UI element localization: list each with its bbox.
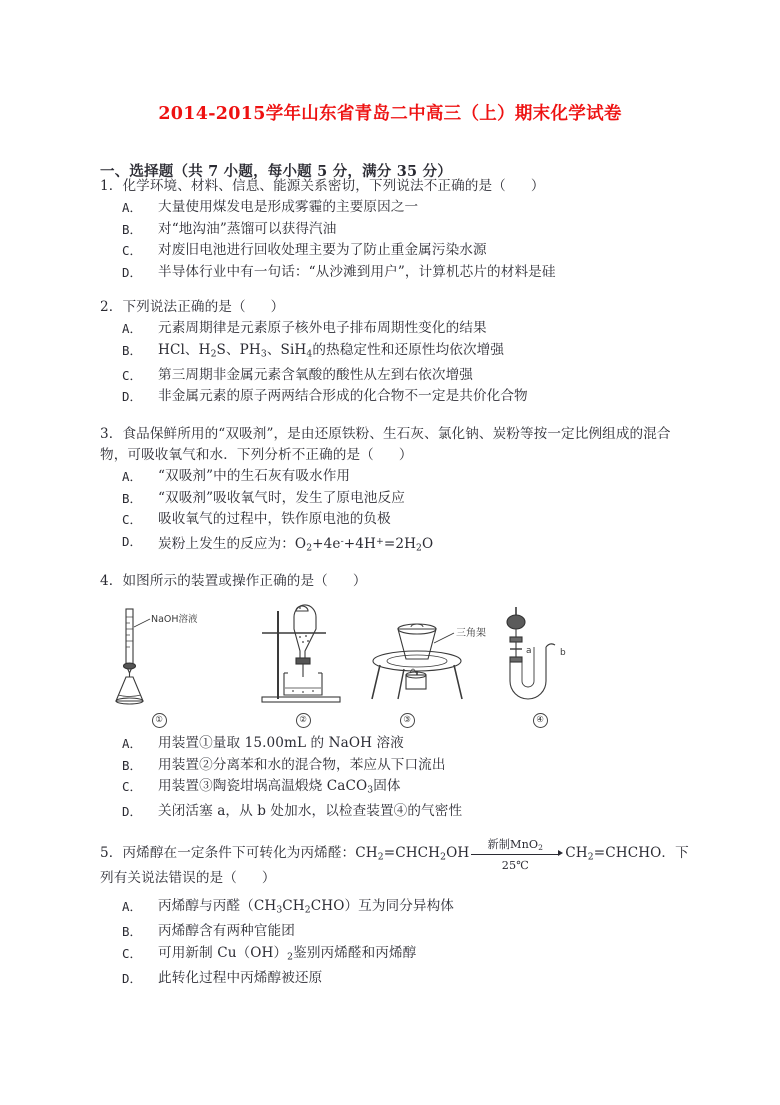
figure-1-burette-flask xyxy=(104,603,214,728)
question-5-option-c[interactable] xyxy=(100,943,690,968)
question-1-stem-tail: ） xyxy=(530,178,545,194)
option-label: A． xyxy=(122,899,143,914)
page-title: 2014-2015学年山东省青岛二中高三（上）期末化学试卷 xyxy=(158,104,622,124)
question-4-option-b[interactable] xyxy=(100,755,690,777)
question-4-stem-text: 如图所示的装置或操作正确的是（ xyxy=(122,573,328,589)
question-5-stem xyxy=(100,837,690,889)
question-3-option-d[interactable] xyxy=(100,531,690,559)
option-label: A． xyxy=(122,321,143,336)
option-text: “双吸剂”中的生石灰有吸水作用 xyxy=(158,468,351,484)
question-2-option-c[interactable] xyxy=(100,365,690,387)
question-4-options xyxy=(100,733,690,823)
option-label: A． xyxy=(122,736,143,751)
question-4-stem-tail: ） xyxy=(352,573,367,589)
question-4-figure-strip xyxy=(100,600,690,728)
question-5-number: 5． xyxy=(100,845,123,861)
question-1 xyxy=(100,176,690,283)
option-text: 可用新制 $Cu(OH)_2$鉴别丙烯醛和丙烯醇 xyxy=(158,944,417,963)
section-heading: 一、选择题（共 7 小题，每小题 5 分，满分 35 分） xyxy=(100,163,452,180)
question-5-reactant: $CH_2=CHCH_2OH$ xyxy=(355,845,470,863)
question-4-number: 4． xyxy=(100,573,123,589)
option-label: D． xyxy=(122,533,143,549)
question-5-stem-post: ．下列有关说法错误的是（ xyxy=(100,845,689,886)
question-3-stem xyxy=(100,424,690,466)
question-2-option-a[interactable] xyxy=(100,318,690,340)
option-text: 用装置①量取 15.00mL 的 NaOH 溶液 xyxy=(158,735,404,751)
question-4-option-c[interactable] xyxy=(100,776,690,801)
question-2-stem-tail: ） xyxy=(270,299,285,315)
option-text: 半导体行业中有一句话：“从沙滩到用户”，计算机芯片的材料是硅 xyxy=(158,263,556,280)
question-5-options xyxy=(100,896,690,989)
u-tube-with-stopcocks-icon xyxy=(480,603,600,711)
option-label: B． xyxy=(122,490,143,506)
figure-3-crucible-tripod xyxy=(358,603,498,728)
option-text: 用装置③陶瓷坩埚高温煅烧 CaCO$_3$固体 xyxy=(158,778,401,796)
option-label: C． xyxy=(122,367,143,383)
option-text: 丙烯醇与丙醛$(CH_3CH_2CHO)$互为同分异构体 xyxy=(158,898,454,916)
question-1-option-b[interactable] xyxy=(100,219,690,241)
figure-2-separating-funnel xyxy=(248,603,358,728)
question-3-option-b[interactable] xyxy=(100,488,690,510)
question-5-product: $CH_2=CHCHO$ xyxy=(565,845,662,863)
figure-4-number: ④ xyxy=(480,712,600,728)
option-text: 炭粉上发生的反应为：$O_2+4e^-+4H^+=2H_2O$ xyxy=(158,535,434,554)
option-label: B． xyxy=(122,924,143,940)
question-5-option-d[interactable] xyxy=(100,968,690,990)
option-label: A． xyxy=(122,469,143,484)
question-3-number: 3． xyxy=(100,426,123,442)
question-2-option-b[interactable] xyxy=(100,340,690,365)
question-2-stem xyxy=(100,297,690,318)
figure-4-u-tube xyxy=(480,603,600,728)
question-5-option-b[interactable] xyxy=(100,921,690,943)
question-3-stem-tail: ） xyxy=(398,447,413,463)
question-1-option-a[interactable] xyxy=(100,197,690,219)
question-4-stem xyxy=(100,571,690,592)
option-text: 对“地沟油”蒸馏可以获得汽油 xyxy=(158,220,337,237)
option-label: D． xyxy=(122,264,143,280)
option-label: A． xyxy=(122,200,143,215)
question-2-option-d[interactable] xyxy=(100,386,690,408)
question-5-stem-tail: ） xyxy=(261,869,276,886)
burette-over-conical-flask-icon xyxy=(104,603,214,711)
option-label: B． xyxy=(122,342,143,358)
question-5 xyxy=(100,837,690,889)
option-text: 第三周期非金属元素含氧酸的酸性从左到右依次增强 xyxy=(158,366,473,383)
question-1-option-c[interactable] xyxy=(100,240,690,262)
question-1-number: 1． xyxy=(100,178,123,194)
option-label: D． xyxy=(122,970,143,986)
question-1-stem-text: 化学环境、材料、信息、能源关系密切，下列说法不正确的是（ xyxy=(122,178,506,194)
question-2-number: 2． xyxy=(100,299,123,315)
question-4-option-a[interactable] xyxy=(100,733,690,755)
option-label: B． xyxy=(122,757,143,773)
tripod-label: 三角架 xyxy=(456,628,486,639)
option-text: 对废旧电池进行回收处理主要为了防止重金属污染水源 xyxy=(158,242,487,258)
option-text: 用装置②分离苯和水的混合物，苯应从下口流出 xyxy=(158,756,446,773)
option-label: C． xyxy=(122,243,143,258)
question-1-stem xyxy=(100,176,690,197)
option-label: B． xyxy=(122,221,143,237)
option-label: D． xyxy=(122,804,143,820)
option-text: 元素周期律是元素原子核外电子排布周期性变化的结果 xyxy=(158,320,487,336)
reaction-arrow xyxy=(471,837,563,872)
question-1-option-d[interactable] xyxy=(100,262,690,284)
question-5-stem-pre: 丙烯醇在一定条件下可转化为丙烯醛： xyxy=(122,845,356,861)
option-label: D． xyxy=(122,389,143,405)
option-text: “双吸剂”吸收氧气时，发生了原电池反应 xyxy=(158,489,405,506)
naoh-solution-label: NaOH溶液 xyxy=(151,614,198,625)
option-text: 吸收氧气的过程中，铁作原电池的负极 xyxy=(158,511,391,527)
question-3-option-a[interactable] xyxy=(100,466,690,488)
option-text: 此转化过程中丙烯醇被还原 xyxy=(158,969,323,986)
question-3-stem-text: 食品保鲜所用的“双吸剂”，是由还原铁粉、生石灰、氯化钠、炭粉等按一定比例组成的混合物，可吸收氧气和水．下列分析不正确的是（ xyxy=(100,426,671,463)
separating-funnel-on-stand-icon xyxy=(248,603,358,711)
option-label: C． xyxy=(122,512,143,527)
option-text: 非金属元素的原子两两结合形成的化合物不一定是共价化合物 xyxy=(158,388,528,405)
option-text: 关闭活塞 a，从 b 处加水，以检查装置④的气密性 xyxy=(158,803,463,820)
figure-1-number: ① xyxy=(104,712,214,728)
question-4-option-d[interactable] xyxy=(100,801,690,823)
question-3 xyxy=(100,424,690,559)
reaction-condition-above: 新制MnO$_2$ xyxy=(487,837,544,852)
question-2-stem-text: 下列说法正确的是（ xyxy=(122,299,246,315)
reaction-condition-below: 25℃ xyxy=(501,858,529,872)
option-label: C． xyxy=(122,779,143,794)
option-text: 丙烯醇含有两种官能团 xyxy=(158,923,295,940)
question-5-option-a[interactable] xyxy=(100,896,690,921)
option-text: HCl、$H_2S$、$PH_3$、SiH$_4$的热稳定性和还原性均依次增强 xyxy=(158,341,505,360)
stopcock-a-label: a xyxy=(526,646,532,656)
question-4 xyxy=(100,571,690,592)
crucible-on-tripod-with-burner-icon xyxy=(358,603,498,711)
stopcock-b-label: b xyxy=(560,648,566,658)
option-text: 大量使用煤发电是形成雾霾的主要原因之一 xyxy=(158,199,419,215)
question-2 xyxy=(100,297,690,408)
figure-2-number: ② xyxy=(248,712,358,728)
question-3-option-c[interactable] xyxy=(100,509,690,531)
figure-3-number: ③ xyxy=(316,712,498,728)
option-label: C． xyxy=(122,945,143,961)
